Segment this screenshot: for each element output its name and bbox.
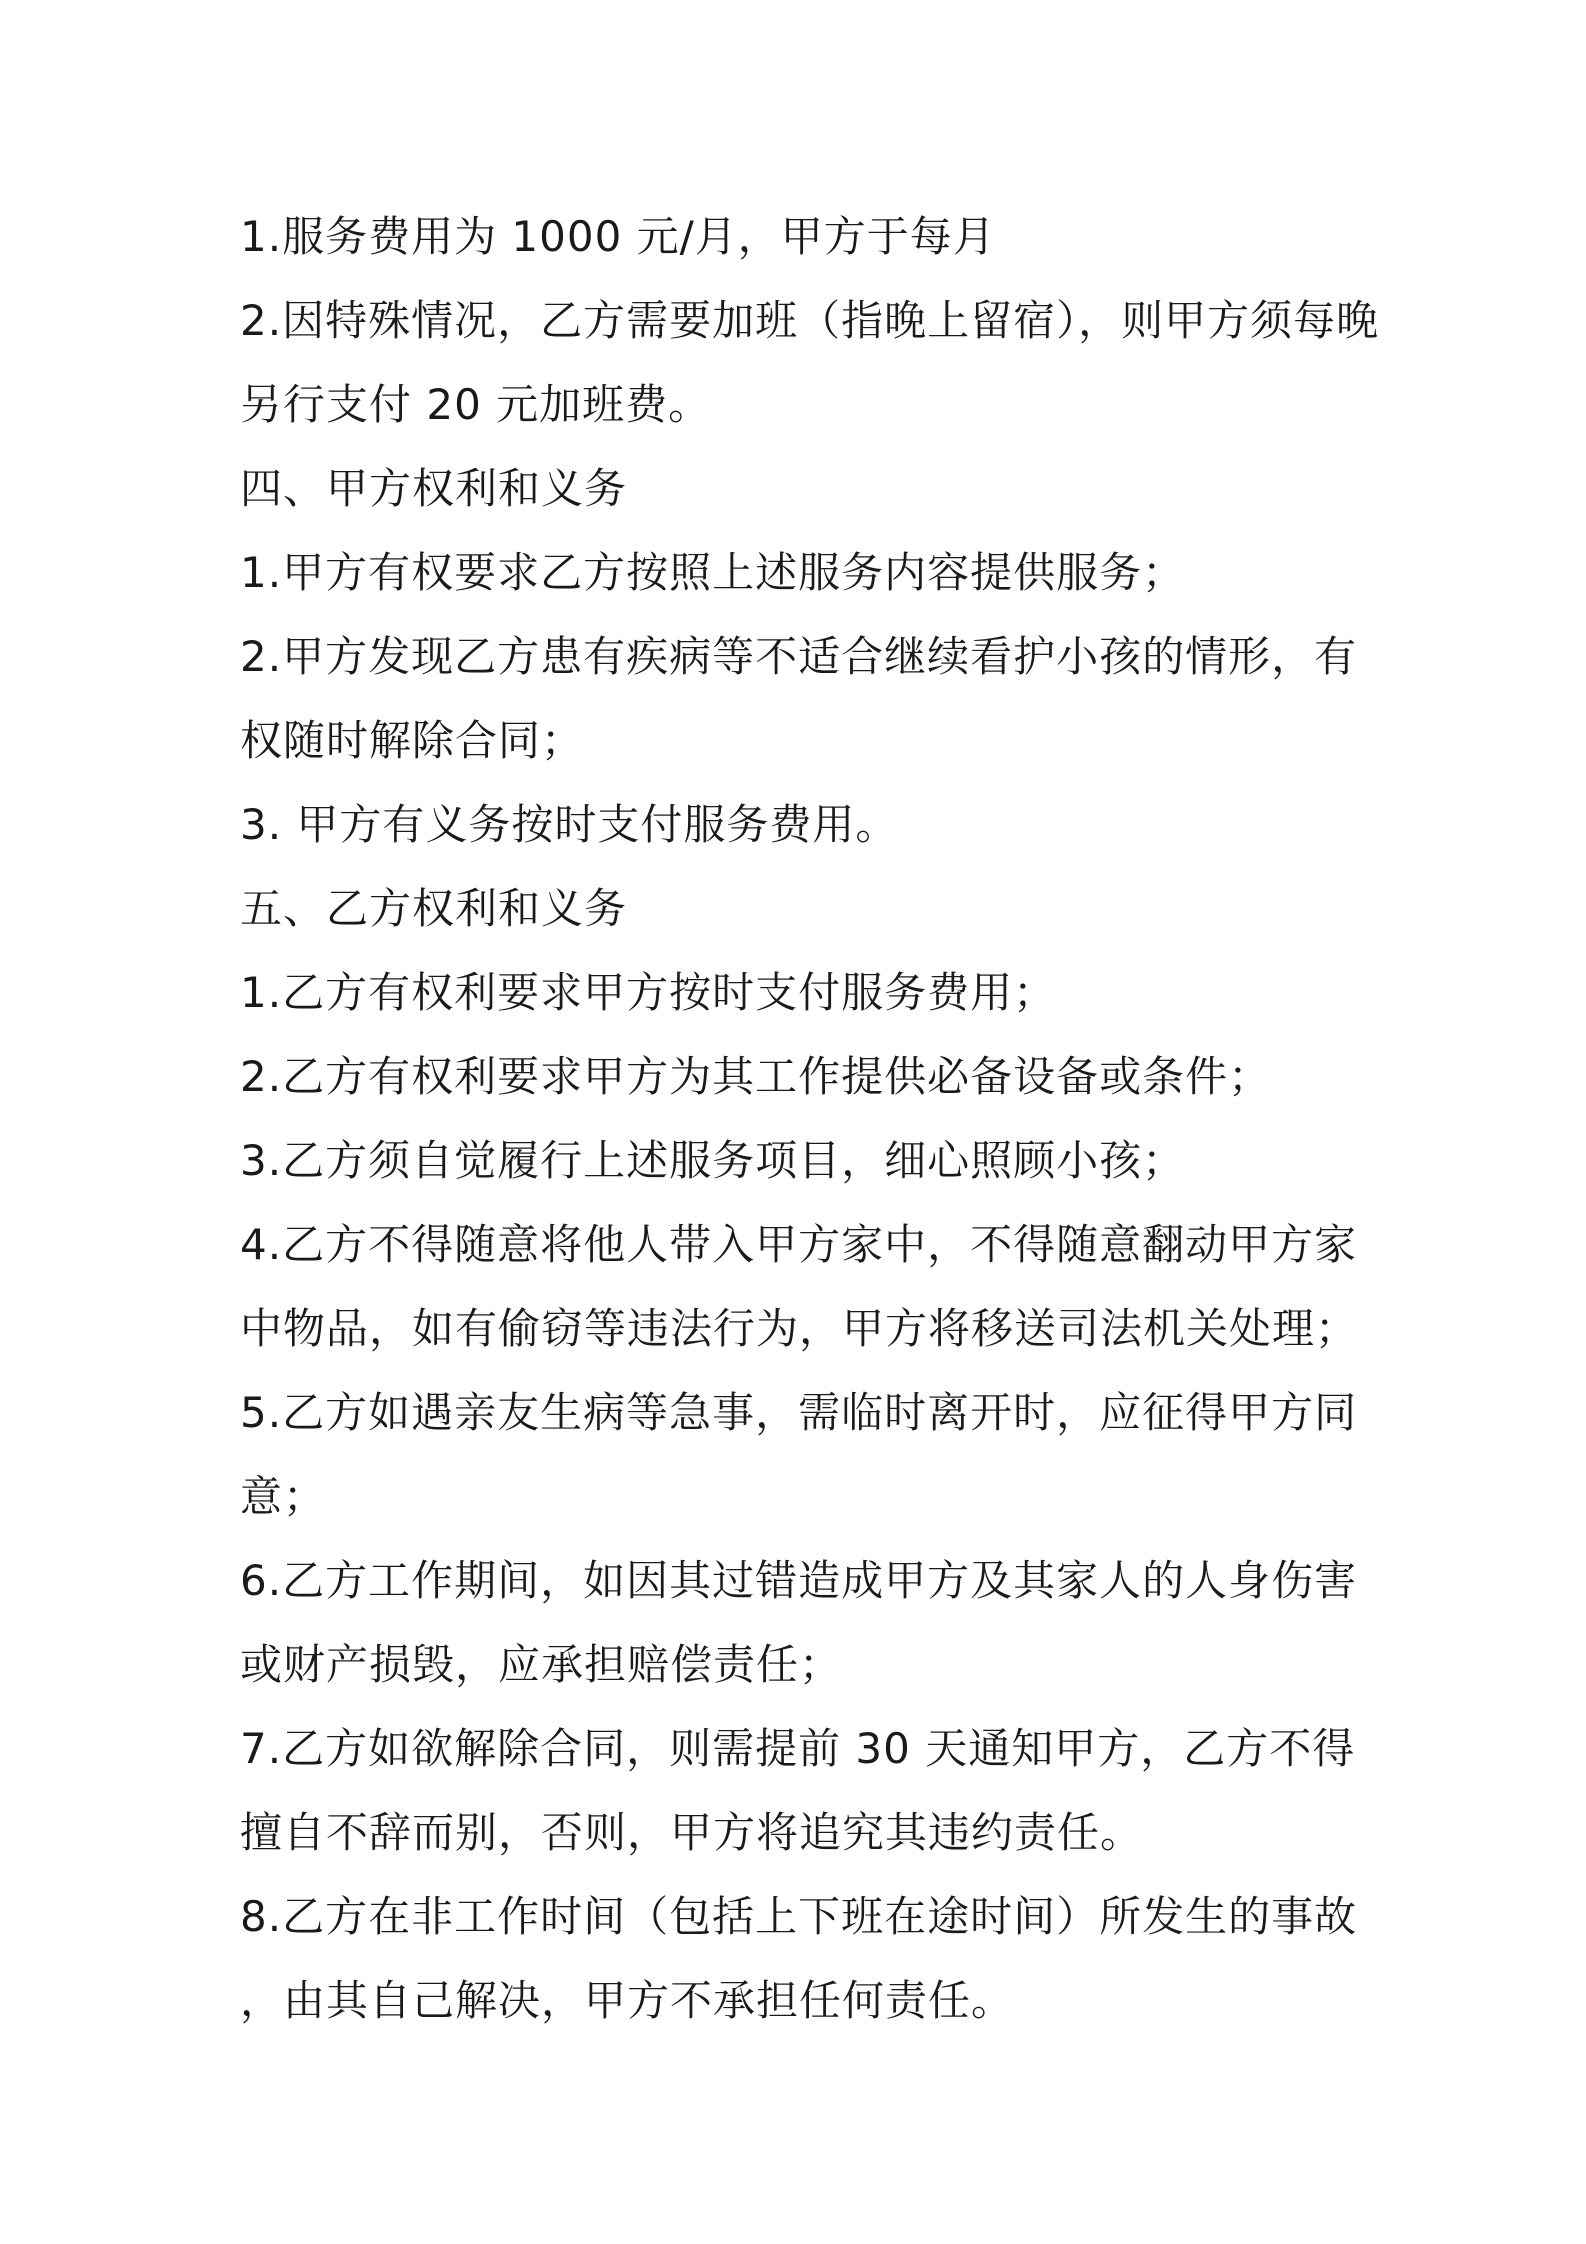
text-line: 中物品，如有偷窃等违法行为，甲方将移送司法机关处理； bbox=[240, 1304, 1359, 1353]
text-line: 4.乙方不得随意将他人带入甲方家中，不得随意翻动甲方家 bbox=[240, 1220, 1358, 1269]
section-heading: 四、甲方权利和义务 bbox=[240, 464, 628, 513]
text-line: 3.乙方须自觉履行上述服务项目，细心照顾小孩； bbox=[240, 1136, 1186, 1185]
text-line: 3. 甲方有义务按时支付服务费用。 bbox=[240, 800, 899, 849]
document-body bbox=[240, 195, 1380, 2043]
text-line: 8.乙方在非工作时间（包括上下班在途时间）所发生的事故 bbox=[240, 1892, 1358, 1941]
text-line: 另行支付 20 元加班费。 bbox=[240, 380, 712, 429]
text-line: ，由其自己解决，甲方不承担任何责任。 bbox=[240, 1976, 1015, 2025]
text-line: 或财产损毁，应承担赔偿责任； bbox=[240, 1640, 843, 1689]
section-heading: 五、乙方权利和义务 bbox=[240, 884, 628, 933]
text-line: 擅自不辞而别，否则，甲方将追究其违约责任。 bbox=[240, 1808, 1144, 1857]
text-line: 5.乙方如遇亲友生病等急事，需临时离开时，应征得甲方同 bbox=[240, 1388, 1358, 1437]
text-line: 6.乙方工作期间，如因其过错造成甲方及其家人的人身伤害 bbox=[240, 1556, 1358, 1605]
text-line: 权随时解除合同； bbox=[240, 716, 585, 765]
text-line: 2.乙方有权利要求甲方为其工作提供必备设备或条件； bbox=[240, 1052, 1272, 1101]
text-line: 1.乙方有权利要求甲方按时支付服务费用； bbox=[240, 968, 1057, 1017]
text-line: 1.服务费用为 1000 元/月，甲方于每月 bbox=[240, 212, 996, 261]
text-line: 2.甲方发现乙方患有疾病等不适合继续看护小孩的情形，有 bbox=[240, 632, 1358, 681]
text-line: 意； bbox=[240, 1472, 327, 1521]
text-line: 7.乙方如欲解除合同，则需提前 30 天通知甲方，乙方不得 bbox=[240, 1724, 1356, 1773]
text-line: 2.因特殊情况，乙方需要加班（指晚上留宿），则甲方须每晚 bbox=[240, 296, 1380, 345]
text-line: 1.甲方有权要求乙方按照上述服务内容提供服务； bbox=[240, 548, 1186, 597]
